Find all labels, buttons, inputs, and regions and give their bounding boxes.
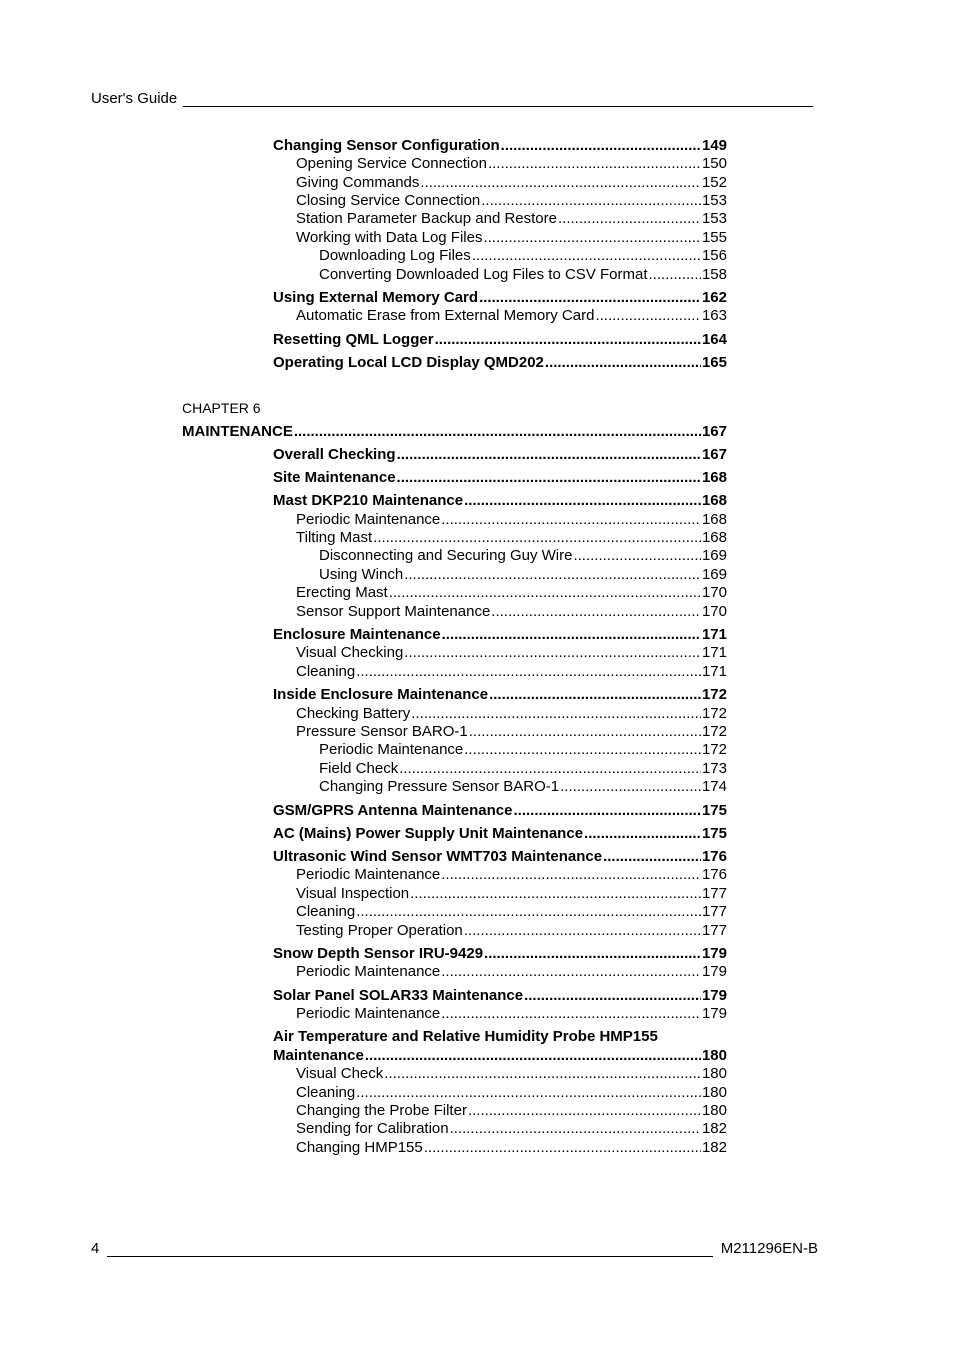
toc-dot-leader [464,922,701,940]
toc-entry[interactable] [273,354,727,372]
chapter-label: CHAPTER 6 [182,400,261,416]
toc-entry-page: 149 [701,137,727,154]
toc-entry-title-line: Air Temperature and Relative Humidity Probe HMP155 [273,1028,658,1045]
toc-entry[interactable] [296,584,727,602]
toc-entry-title: Cleaning [296,663,356,680]
toc-entry[interactable] [273,987,727,1005]
toc-entry[interactable] [319,266,727,284]
toc-dot-leader [373,529,701,547]
toc-entry-page: 170 [701,603,727,620]
toc-entry[interactable] [319,547,727,565]
toc-entry[interactable] [296,705,727,723]
page-footer [91,1240,818,1257]
toc-entry[interactable] [319,566,727,584]
toc-entry[interactable] [296,1139,727,1157]
toc-entry-title: Visual Checking [296,644,404,661]
toc-entry-title: Opening Service Connection [296,155,487,172]
toc-entry[interactable] [296,192,727,210]
toc-dot-leader [481,192,701,210]
toc-entry-page: 150 [701,155,727,172]
toc-entry-page: 172 [701,723,727,740]
toc-entry-title: Changing Pressure Sensor BARO-1 [319,778,560,795]
toc-entry-page: 172 [701,686,727,703]
toc-entry-page: 171 [701,644,727,661]
toc-entry[interactable] [319,778,727,796]
toc-entry[interactable] [273,848,727,866]
toc-entry-page: 153 [701,210,727,227]
toc-entry-page: 169 [701,566,727,583]
toc-entry[interactable] [273,289,727,307]
toc-entry-title: Automatic Erase from External Memory Card [296,307,595,324]
toc-dot-leader [435,331,701,349]
toc-entry-page: 163 [701,307,727,324]
toc-dot-leader [464,741,701,759]
toc-entry-title: Snow Depth Sensor IRU-9429 [273,945,484,962]
toc-entry[interactable] [273,469,727,487]
toc-entry-title: Erecting Mast [296,584,388,601]
toc-entry-page: 158 [701,266,727,283]
toc-dot-leader [441,963,701,981]
toc-entry[interactable] [296,1084,727,1102]
toc-entry-page: 168 [701,529,727,546]
toc-entry[interactable] [296,1102,727,1120]
toc-entry-page: 165 [701,354,727,371]
toc-dot-leader [365,1047,701,1065]
toc-entry[interactable] [273,137,727,155]
toc-dot-leader [558,210,701,228]
toc-entry-title: Using Winch [319,566,404,583]
toc-entry-title: Periodic Maintenance [296,963,441,980]
toc-entry-title: Periodic Maintenance [296,511,441,528]
toc-entry[interactable] [296,307,727,325]
toc-dot-leader [491,603,701,621]
toc-entry-page: 172 [701,705,727,722]
toc-entry-title: Maintenance [273,1047,364,1064]
toc-dot-leader [649,266,701,284]
toc-dot-leader [441,866,701,884]
toc-entry-title: Downloading Log Files [319,247,471,264]
toc-entry-page: 167 [701,423,727,440]
toc-dot-leader [484,945,701,963]
toc-entry-title: Operating Local LCD Display QMD202 [273,354,544,371]
toc-entry-title: Testing Proper Operation [296,922,463,939]
toc-dot-leader [442,626,701,644]
toc-entry-title: Sensor Support Maintenance [296,603,491,620]
toc-entry-title: Converting Downloaded Log Files to CSV Format [319,266,648,283]
toc-entry[interactable] [273,331,727,349]
toc-entry[interactable] [296,866,727,884]
toc-entry-page: 180 [701,1065,727,1082]
toc-dot-leader [404,566,701,584]
toc-entry[interactable] [319,760,727,778]
toc-entry[interactable] [273,686,727,704]
toc-entry-page: 171 [701,663,727,680]
toc-dot-leader [595,307,701,325]
toc-dot-leader [468,1102,701,1120]
toc-entry-page: 176 [701,866,727,883]
toc-dot-leader [420,174,701,192]
toc-dot-leader [479,289,701,307]
toc-entry[interactable] [296,903,727,921]
toc-entry[interactable] [296,603,727,621]
toc-entry-title: Inside Enclosure Maintenance [273,686,489,703]
toc-dot-leader [560,778,701,796]
toc-entry-page: 179 [701,987,727,1004]
toc-entry-title: Tilting Mast [296,529,373,546]
toc-entry-page: 174 [701,778,727,795]
toc-entry[interactable] [296,174,727,192]
toc-entry-title: Station Parameter Backup and Restore [296,210,557,227]
toc-dot-leader [464,492,701,510]
toc-entry-title: Changing HMP155 [296,1139,423,1156]
toc-dot-leader [411,705,701,723]
toc-dot-leader [603,848,701,866]
toc-entry-title: Ultrasonic Wind Sensor WMT703 Maintenance [273,848,603,865]
toc-entry-title: Disconnecting and Securing Guy Wire [319,547,573,564]
toc-entry-page: 182 [701,1139,727,1156]
toc-entry[interactable] [273,446,727,464]
toc-entry-title: Giving Commands [296,174,420,191]
toc-entry[interactable] [319,247,727,265]
toc-dot-leader [488,155,701,173]
toc-entry-page: 180 [701,1084,727,1101]
footer-page-number: 4 [91,1240,100,1257]
toc-dot-leader [397,446,701,464]
toc-entry[interactable] [296,663,727,681]
toc-entry-title: Site Maintenance [273,469,396,486]
toc-entry-title: Periodic Maintenance [296,866,441,883]
toc-entry-title: Visual Check [296,1065,384,1082]
toc-entry-page: 171 [701,626,727,643]
toc-dot-leader [441,1005,701,1023]
toc-dot-leader [472,247,701,265]
toc-entry[interactable] [319,741,727,759]
toc-dot-leader [294,423,701,441]
toc-dot-leader [397,469,701,487]
toc-entry[interactable] [296,885,727,903]
toc-entry-page: 176 [701,848,727,865]
toc-dot-leader [399,760,701,778]
footer-rule [107,1242,712,1257]
toc-entry-page: 168 [701,511,727,528]
toc-entry[interactable] [296,723,727,741]
toc-dot-leader [469,723,701,741]
toc-entry[interactable] [296,644,727,662]
toc-entry-page: 169 [701,547,727,564]
toc-entry-page: 179 [701,945,727,962]
toc-entry[interactable] [273,802,727,820]
toc-dot-leader [545,354,701,372]
toc-entry[interactable] [273,492,727,510]
toc-dot-leader [410,885,701,903]
toc-entry-title: AC (Mains) Power Supply Unit Maintenance [273,825,584,842]
toc-dot-leader [356,1084,701,1102]
toc-entry[interactable] [273,1047,727,1065]
toc-entry[interactable] [296,1005,727,1023]
toc-dot-leader [450,1120,701,1138]
toc-entry-title: Field Check [319,760,399,777]
header-title: User's Guide [91,90,178,107]
toc-entry-page: 153 [701,192,727,209]
toc-entry-title: Overall Checking [273,446,396,463]
toc-entry-page: 172 [701,741,727,758]
toc-entry-page: 156 [701,247,727,264]
toc-entry-title: MAINTENANCE [182,423,293,440]
toc-entry-page: 177 [701,922,727,939]
toc-entry-title: Mast DKP210 Maintenance [273,492,464,509]
toc-entry-page: 167 [701,446,727,463]
toc-entry-title: Working with Data Log Files [296,229,483,246]
toc-entry-page: 179 [701,963,727,980]
toc-entry[interactable] [296,155,727,173]
toc-entry-page: 152 [701,174,727,191]
toc-dot-leader [404,644,701,662]
toc-dot-leader [384,1065,701,1083]
toc-entry-title: Solar Panel SOLAR33 Maintenance [273,987,524,1004]
toc-entry-page: 170 [701,584,727,601]
toc-entry[interactable] [296,210,727,228]
toc-dot-leader [489,686,701,704]
toc-entry[interactable] [273,626,727,644]
toc-entry-title: Cleaning [296,1084,356,1101]
toc-dot-leader [513,802,700,820]
toc-entry-title: Periodic Maintenance [296,1005,441,1022]
toc-entry-title: Changing the Probe Filter [296,1102,467,1119]
toc-entry-title: Closing Service Connection [296,192,481,209]
toc-entry-title: Enclosure Maintenance [273,626,441,643]
toc-dot-leader [584,825,701,843]
toc-entry-page: 162 [701,289,727,306]
toc-dot-leader [389,584,701,602]
toc-dot-leader [356,663,701,681]
toc-entry-title: Using External Memory Card [273,289,479,306]
toc-dot-leader [573,547,701,565]
footer-doc-code: M211296EN-B [720,1240,818,1257]
toc-entry-title: Visual Inspection [296,885,410,902]
toc-entry[interactable] [296,963,727,981]
toc-entry-title: Periodic Maintenance [319,741,464,758]
toc-entry-title: Sending for Calibration [296,1120,449,1137]
toc-entry-page: 177 [701,885,727,902]
toc-dot-leader [356,903,701,921]
toc-entry-page: 180 [701,1102,727,1119]
toc-entry-page: 182 [701,1120,727,1137]
toc-entry-page: 175 [701,825,727,842]
toc-entry-page: 175 [701,802,727,819]
toc-entry-page: 168 [701,469,727,486]
toc-entry[interactable] [296,922,727,940]
toc-entry-page: 179 [701,1005,727,1022]
toc-entry[interactable] [296,1120,727,1138]
toc-entry-page: 177 [701,903,727,920]
toc-entry[interactable] [296,1065,727,1083]
toc-dot-leader [441,511,701,529]
toc-entry[interactable] [296,511,727,529]
toc-entry-title: Resetting QML Logger [273,331,434,348]
toc-entry-page: 180 [701,1047,727,1064]
toc-entry-page: 168 [701,492,727,509]
toc-dot-leader [424,1139,701,1157]
toc-entry-page: 155 [701,229,727,246]
toc-entry[interactable] [273,945,727,963]
toc-entry[interactable] [273,825,727,843]
toc-entry[interactable] [296,229,727,247]
toc-entry-title: Checking Battery [296,705,411,722]
toc-entry-title: Pressure Sensor BARO-1 [296,723,468,740]
toc-entry-page: 164 [701,331,727,348]
toc-entry-title: Cleaning [296,903,356,920]
toc-entry[interactable] [182,423,727,441]
toc-dot-leader [483,229,701,247]
toc-dot-leader [501,137,701,155]
toc-dot-leader [524,987,701,1005]
toc-entry-title: GSM/GPRS Antenna Maintenance [273,802,513,819]
toc-entry[interactable] [296,529,727,547]
toc-entry-title: Changing Sensor Configuration [273,137,500,154]
toc-entry-page: 173 [701,760,727,777]
